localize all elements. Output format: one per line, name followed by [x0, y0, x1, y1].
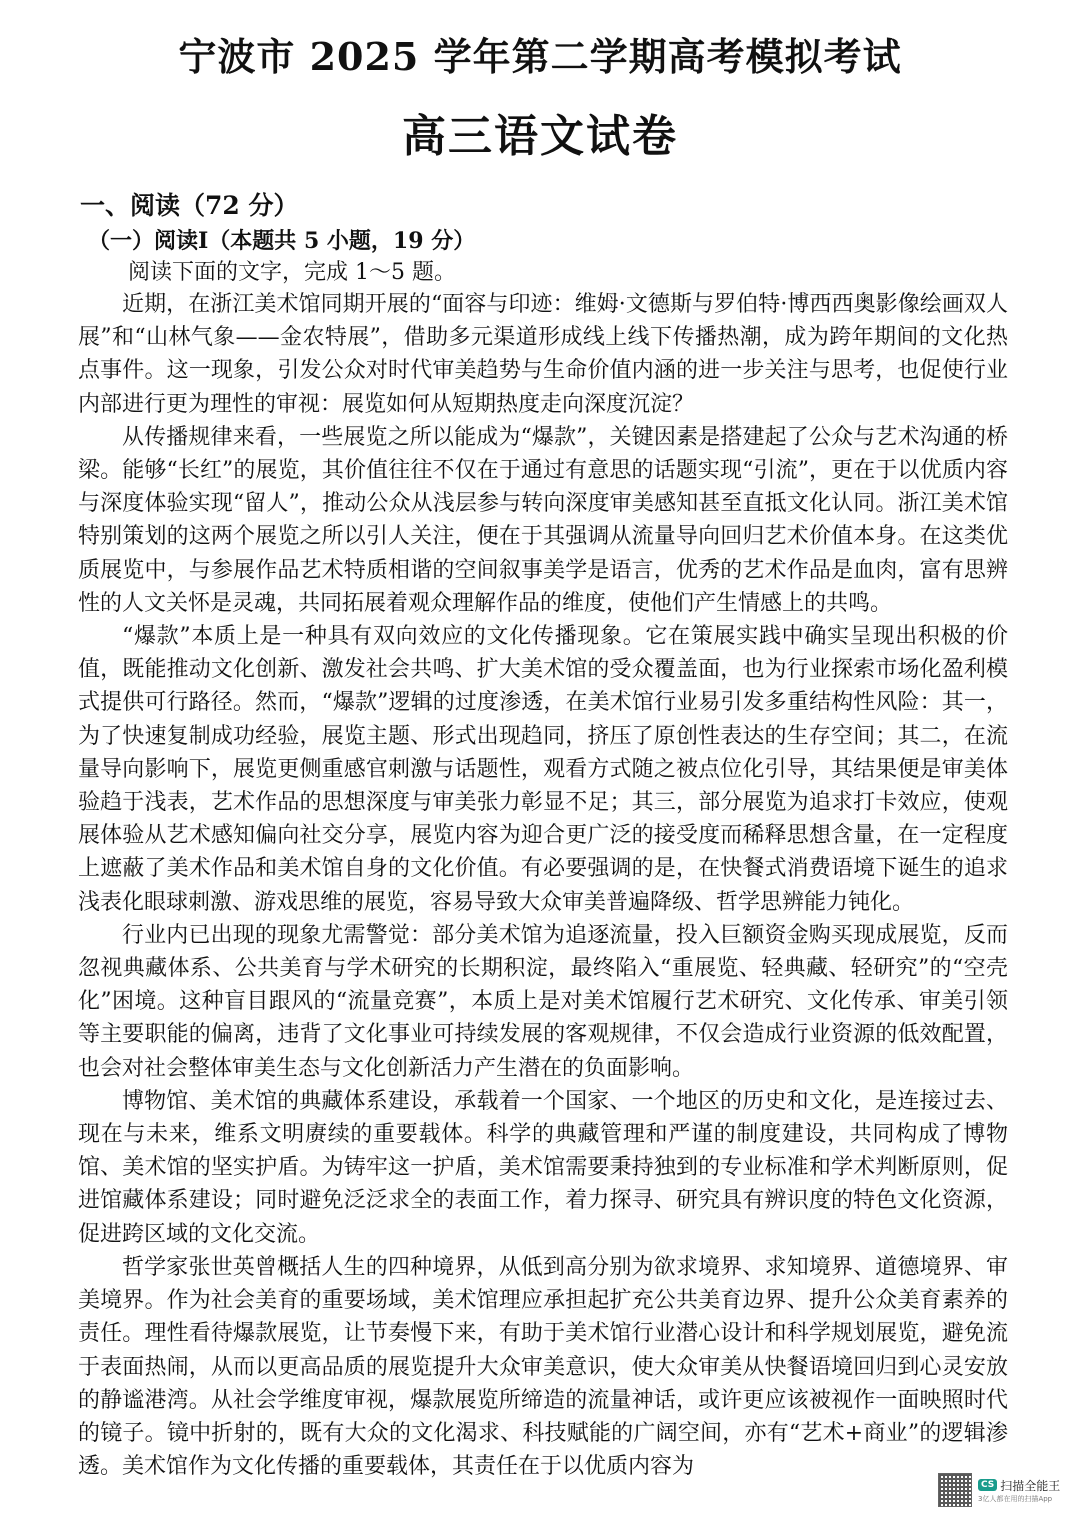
- camscanner-logo-icon: CS: [978, 1479, 997, 1491]
- subsection-heading: （一）阅读Ⅰ（本题共 5 小题，19 分）: [88, 228, 476, 254]
- article-paragraph: 哲学家张世英曾概括人生的四种境界，从低到高分别为欲求境界、求知境界、道德境界、审美境界。作为社会美育的重要场域，美术馆理应承担起扩充公共美育边界、提升公众美育素养的责任。理性看待爆款展览，让节奏慢下来，有助于美术馆行业潜心设计和科学规划展览，避免流于表面热闹，从而以更高品质的展览提升大众审美意识，使大众审美从快餐语境回归到心灵安放的静谧港湾。从社会学维度审视，爆款展览所缔造的流量神话，或许更应该被视作一面映照时代的镜子。镜中折射的，既有大众的文化渴求、科技赋能的广阔空间，亦有“艺术+商业”的逻辑渗透。美术馆作为文化传播的重要载体，其责任在于以优质内容为: [78, 1254, 1008, 1480]
- exam-title: 宁波市 2025 学年第二学期高考模拟考试: [178, 34, 902, 79]
- section-heading: 一、阅读（72 分）: [80, 191, 299, 220]
- reading-instruction: 阅读下面的文字，完成 1～5 题。: [128, 260, 456, 285]
- article-paragraph: 从传播规律来看，一些展览之所以能成为“爆款”，关键因素是搭建起了公众与艺术沟通的桥梁。能够“长红”的展览，其价值往往不仅在于通过有意思的话题实现“引流”，更在于以优质内容与深度体验实现“留人”，推动公众从浅层参与转向深度审美感知甚至直抵文化认同。浙江美术馆特别策划的这两个展览之所以引人关注，便在于其强调从流量导向回归艺术价值本身。在这类优质展览中，与参展作品艺术特质相谐的空间叙事美学是语言，优秀的艺术作品是血肉，富有思辨性的人文关怀是灵魂，共同拓展着观众理解作品的维度，使他们产生情感上的共鸣。: [78, 424, 1008, 616]
- article-paragraph: “爆款”本质上是一种具有双向效应的文化传播现象。它在策展实践中确实呈现出积极的价值，既能推动文化创新、激发社会共鸣、扩大美术馆的受众覆盖面，也为行业探索市场化盈利模式提供可行路径。然而，“爆款”逻辑的过度渗透，在美术馆行业易引发多重结构性风险：其一，为了快速复制成功经验，展览主题、形式出现趋同，挤压了原创性表达的生存空间；其二，在流量导向影响下，展览更侧重感官刺激与话题性，观看方式随之被点位化引导，其结果便是审美体验趋于浅表，艺术作品的思想深度与审美张力彰显不足；其三，部分展览为追求打卡效应，使观展体验从艺术感知偏向社交分享，展览内容为迎合更广泛的接受度而稀释思想含量，在一定程度上遮蔽了美术作品和美术馆自身的文化价值。有必要强调的是，在快餐式消费语境下诞生的追求浅表化眼球刺激、游戏思维的展览，容易导致大众审美普遍降级、哲学思辨能力钝化。: [78, 624, 1008, 915]
- watermark-row: [978, 1477, 1060, 1494]
- article-paragraph: 行业内已出现的现象尤需警觉：部分美术馆为追逐流量，投入巨额资金购买现成展览，反而忽视典藏体系、公共美育与学术研究的长期积淀，最终陷入“重展览、轻典藏、轻研究”的“空壳化”困境。这种盲目跟风的“流量竞赛”，本质上是对美术馆履行艺术研究、文化传承、审美引领等主要职能的偏离，违背了文化事业可持续发展的客观规律，不仅会造成行业资源的低效配置，也会对社会整体审美生态与文化创新活力产生潜在的负面影响。: [78, 922, 1008, 1081]
- watermark-app-name: 扫描全能王: [1000, 1478, 1061, 1493]
- article-paragraph: 近期，在浙江美术馆同期开展的“面容与印迹：维姆·文德斯与罗伯特·博西西奥影像绘画双人展”和“山林气象——金农特展”，借助多元渠道形成线上线下传播热潮，成为跨年期间的文化热点事件。这一现象，引发公众对时代审美趋势与生命价值内涵的进一步关注与思考，也促使行业内部进行更为理性的审视：展览如何从短期热度走向深度沉淀？: [78, 292, 1008, 417]
- watermark-text: [978, 1477, 1060, 1504]
- scanner-watermark: [938, 1470, 1068, 1510]
- article-body: [78, 288, 1008, 1483]
- article-paragraph: 博物馆、美术馆的典藏体系建设，承载着一个国家、一个地区的历史和文化，是连接过去、现在与未来，维系文明赓续的重要载体。科学的典藏管理和严谨的制度建设，共同构成了博物馆、美术馆的坚实护盾。为铸牢这一护盾，美术馆需要秉持独到的专业标准和学术判断原则，促进馆藏体系建设；同时避免泛泛求全的表面工作，着力探寻、研究具有辨识度的特色文化资源，促进跨区域的文化交流。: [78, 1088, 1008, 1247]
- watermark-tagline: 3亿人都在用的扫描App: [978, 1494, 1053, 1503]
- qr-code-icon: [938, 1473, 972, 1507]
- exam-subtitle: 高三语文试卷: [402, 111, 678, 162]
